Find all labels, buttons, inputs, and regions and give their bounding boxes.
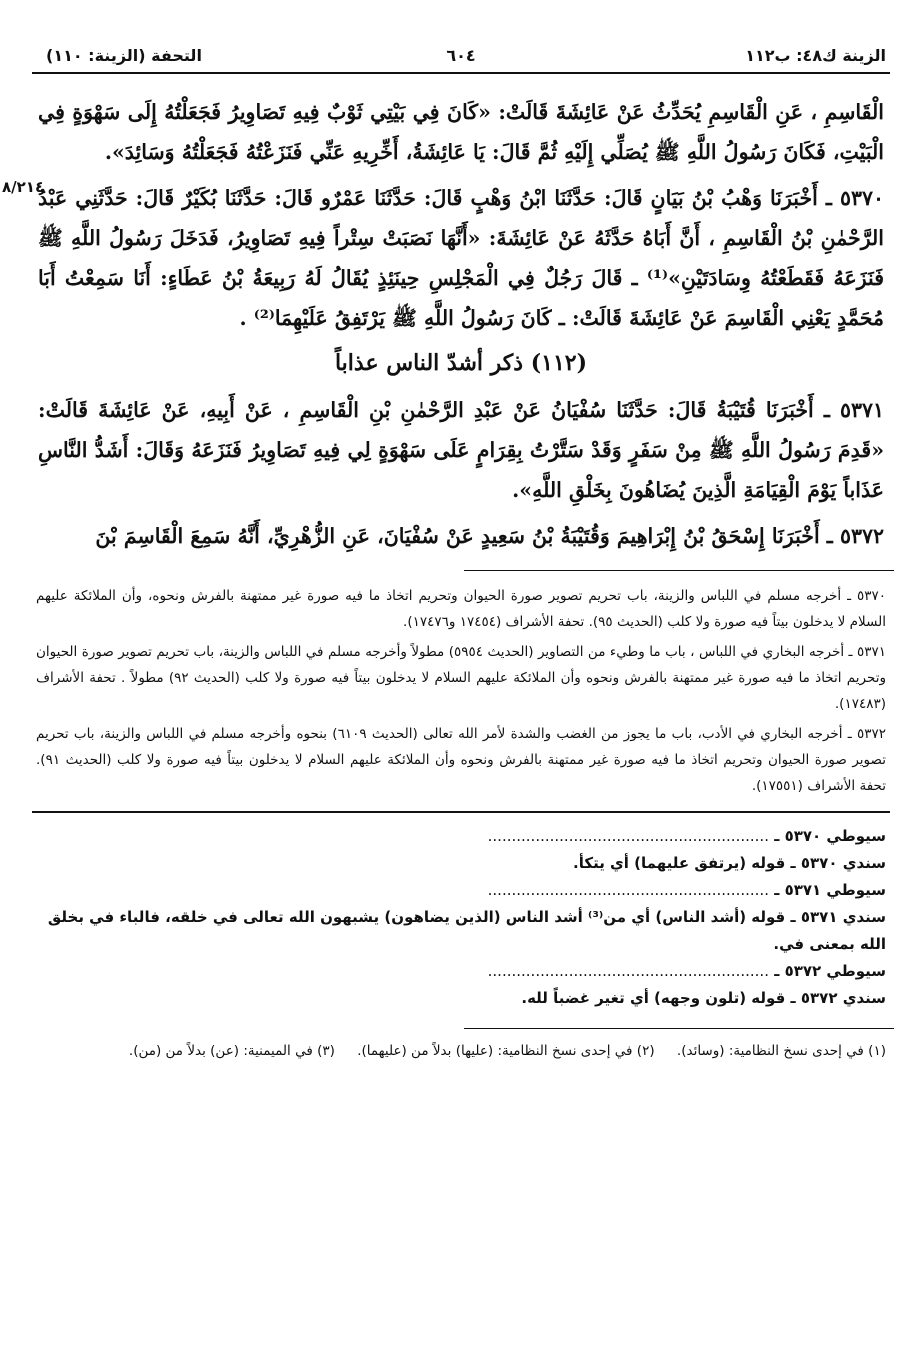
- sharh-label: سندي ٥٣٧٢ ـ: [790, 989, 886, 1007]
- footnotes: [28, 1039, 894, 1063]
- takhrij-divider: [464, 570, 894, 571]
- sharh-entry: [28, 985, 894, 1012]
- footnote-divider: [464, 1028, 894, 1029]
- sharh-label: سيوطي ٥٣٧٠ ـ: [774, 827, 886, 845]
- sharh-dots: ...........................................................: [487, 827, 769, 845]
- hadith-paragraph: ٥٣٧٠ ـ أَخْبَرَنَا وَهْبُ بْنُ بَيَانٍ قَالَ: حَدَّثَنَا ابْنُ وَهْبٍ قَالَ: حَدَّثَنَا عَمْرٌو قَالَ: حَدَّثَنَا بُكَيْرٌ قَالَ: حَدَّثَنِي عَبْدُ الرَّحْمٰنِ بْنُ الْقَاسِمِ ، أَنَّ أَبَاهُ حَدَّثَهُ عَنْ عَائِشَةَ: «أَنَّهَا نَصَبَتْ سِتْراً فِيهِ تَصَاوِيرُ، فَدَخَلَ رَسُولُ اللَّهِ ﷺ فَنَزَعَهُ فَقَطَعْتُهُ وِسَادَتَيْنِ»⁽¹⁾ ـ قَالَ رَجُلٌ فِي الْمَجْلِسِ حِينَئِذٍ يُقَالُ لَهُ رَبِيعَةُ بْنُ عَطَاءٍ: أَنَا سَمِعْتُ أَبَا مُحَمَّدٍ يَعْنِي الْقَاسِمَ عَنْ عَائِشَةَ قَالَتْ: ـ كَانَ رَسُولُ اللَّهِ ﷺ يَرْتَفِقُ عَلَيْهِمَا⁽²⁾ .: [38, 186, 884, 330]
- hadith-paragraph: الْقَاسِمِ ، عَنِ الْقَاسِمِ يُحَدِّثُ عَنْ عَائِشَةَ قَالَتْ: «كَانَ فِي بَيْتِي ثَوْبٌ فِيهِ تَصَاوِيرُ فَجَعَلْتُهُ إِلَى سَهْوَةٍ فِي الْبَيْتِ، فَكَانَ رَسُولُ اللَّهِ ﷺ يُصَلِّي إِلَيْهِ ثُمَّ قَالَ: يَا عَائِشَةُ، أَخِّرِيهِ عَنِّي فَنَزَعْتُهُ فَجَعَلْتُهُ وَسَائِدَ».: [38, 100, 884, 164]
- main-text: [28, 92, 894, 556]
- sharh-entry: [28, 850, 894, 877]
- sharh-entry: [28, 904, 894, 958]
- sharh-entry: [28, 877, 894, 904]
- footnote: (٣) في الميمنية: (عن) بدلاً من (من).: [128, 1043, 335, 1059]
- sharh-divider: [32, 811, 890, 813]
- section-title: (١١٢) ذكر أشدّ الناس عذاباً: [334, 350, 588, 376]
- sharh-label: سيوطي ٥٣٧٢ ـ: [774, 962, 886, 980]
- takhrij-note: ٥٣٧٠ ـ أخرجه مسلم في اللباس والزينة، باب تحريم تصوير صورة الحيوان وتحريم اتخاذ ما فيه صورة غير ممتهنة بالفرش ونحوه، وأن الملائكة عليهم السلام لا يدخلون بيتاً فيه صورة ولا كلب (الحديث ٩٥). تحفة الأشراف (١٧٤٥٤ و١٧٤٧٦).: [36, 588, 886, 630]
- footnote: (١) في إحدى نسخ النظامية: (وسائد).: [676, 1043, 886, 1059]
- sharh-dots: ...........................................................: [487, 962, 769, 980]
- sharh-text: قوله (يرتفق عليهما) أي يتكأ.: [573, 854, 786, 872]
- takhrij-notes: [28, 583, 894, 799]
- sharh-text: قوله (تلون وجهه) أي تغير غضباً لله.: [521, 989, 786, 1007]
- sharh-dots: ...........................................................: [487, 881, 769, 899]
- sharh-label: سندي ٥٣٧١ ـ: [790, 908, 886, 926]
- sharh-label: سندي ٥٣٧٠ ـ: [790, 854, 886, 872]
- takhrij-note: ٥٣٧١ ـ أخرجه البخاري في اللباس ، باب ما وطيء من التصاوير (الحديث ٥٩٥٤) مطولاً وأخرجه مسلم في اللباس والزينة، باب تحريم تصوير صورة الحيوان وتحريم اتخاذ ما فيه صورة غير ممتهنة بالفرش ونحوه وأن الملائكة عليهم السلام لا يدخلون بيتاً فيه صورة ولا كلب (الحديث ٩٢) مطولاً . تحفة الأشراف (١٧٤٨٣).: [36, 644, 886, 712]
- sharh-entry: [28, 958, 894, 985]
- sharh-label: سيوطي ٥٣٧١ ـ: [774, 881, 886, 899]
- header-divider: [32, 72, 890, 74]
- sharh-text: قوله (أشد الناس) أي من⁽³⁾ أشد الناس (الذين يضاهون) يشبهون الله تعالى في خلقه، فالباء في بخلق الله بمعنى في.: [47, 908, 886, 953]
- page-number: ٦٠٤: [446, 46, 476, 65]
- running-header: [28, 40, 894, 72]
- book-page: [28, 40, 894, 1063]
- hadith-paragraph: ٥٣٧٢ ـ أَخْبَرَنَا إِسْحَقُ بْنُ إِبْرَاهِيمَ وَقُتَيْبَةُ بْنُ سَعِيدٍ عَنْ سُفْيَانَ، عَنِ الزُّهْرِيِّ، أَنَّهُ سَمِعَ الْقَاسِمَ بْنَ: [95, 524, 884, 548]
- header-tuhfa-ref: التحفة (الزينة: ١١٠): [46, 46, 202, 65]
- sharh-section: [28, 823, 894, 1012]
- hadith-paragraph: ٥٣٧١ ـ أَخْبَرَنَا قُتَيْبَةُ قَالَ: حَدَّثَنَا سُفْيَانُ عَنْ عَبْدِ الرَّحْمٰنِ بْنِ الْقَاسِمِ ، عَنْ أَبِيهِ، عَنْ عَائِشَةَ قَالَتْ: «قَدِمَ رَسُولُ اللَّهِ ﷺ مِنْ سَفَرٍ وَقَدْ سَتَّرْتُ بِقِرَامٍ عَلَى سَهْوَةٍ لِي فِيهِ تَصَاوِيرُ فَنَزَعَهُ وَقَالَ: أَشَدُّ النَّاسِ عَذَاباً يَوْمَ الْقِيَامَةِ الَّذِينَ يُضَاهُونَ بِخَلْقِ اللَّهِ».: [38, 398, 884, 502]
- header-chapter-ref: الزينة ك٤٨: ب١١٢: [745, 46, 886, 65]
- takhrij-note: ٥٣٧٢ ـ أخرجه البخاري في الأدب، باب ما يجوز من الغضب والشدة لأمر الله تعالى (الحديث ٦١٠٩) بنحوه وأخرجه مسلم في اللباس والزينة، باب تحريم تصوير صورة الحيوان وتحريم اتخاذ ما فيه صورة غير ممتهنة بالفرش ونحوه وأن الملائكة عليهم السلام لا يدخلون بيتاً فيه صورة ولا كلب (الحديث ٩١). تحفة الأشراف (١٧٥٥١).: [36, 726, 886, 794]
- footnote: (٢) في إحدى نسخ النظامية: (عليها) بدلاً من (عليهما).: [357, 1043, 655, 1059]
- sharh-entry: [28, 823, 894, 850]
- margin-reference: ٨/٢١٤: [2, 178, 45, 196]
